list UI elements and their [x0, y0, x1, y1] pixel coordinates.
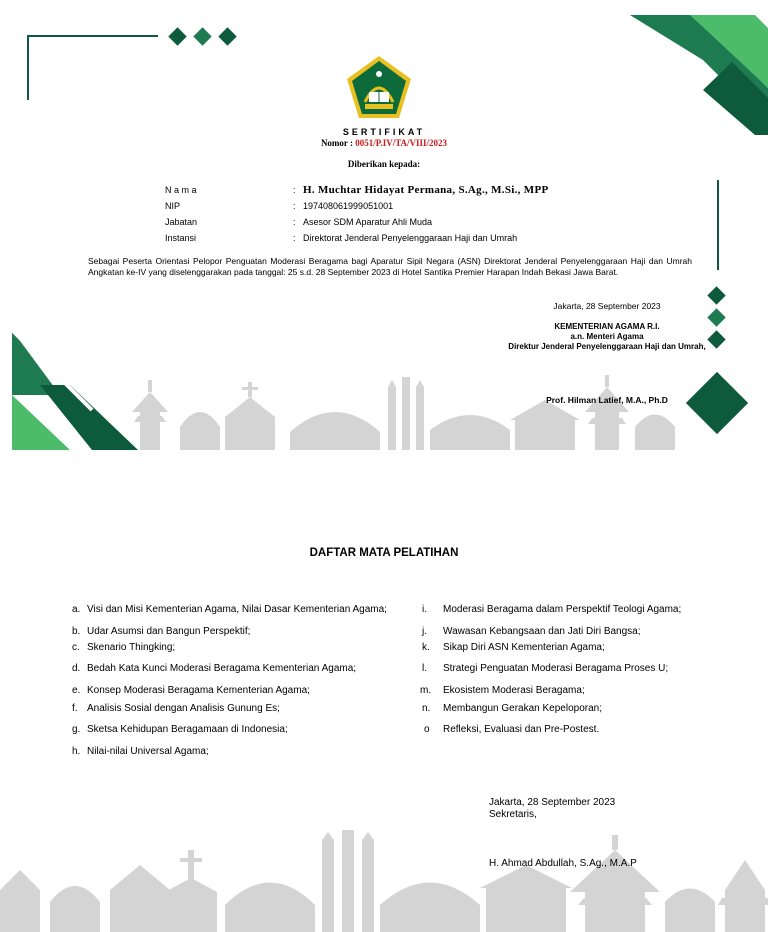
list-item-text: Strategi Penguatan Moderasi Beragama Proses U; [443, 663, 669, 674]
secretary-name: H. Ahmad Abdullah, S.Ag., M.A.P [489, 858, 637, 869]
list-item-mark: j. [422, 626, 427, 637]
given-to-label: Diberikan kepada: [347, 159, 421, 169]
list-item-text: Bedah Kata Kunci Moderasi Beragama Kementerian Agama; [87, 663, 357, 674]
certificate-title: SERTIFIKAT [342, 127, 426, 137]
secretary-role: Sekretaris, [489, 809, 537, 820]
field-label-instansi: Instansi [165, 233, 197, 243]
list-item-mark: i. [422, 604, 427, 615]
list-item-text: Nilai-nilai Universal Agama; [87, 746, 209, 757]
field-colon: : [293, 201, 296, 211]
field-label-nama: N a m a [165, 185, 197, 195]
list-item-text: Ekosistem Moderasi Beragama; [443, 685, 585, 696]
recipient-nip: 197408061999051001 [303, 201, 394, 211]
list-item-mark: d. [72, 663, 81, 674]
list-item-text: Membangun Gerakan Kepeloporan; [443, 703, 602, 714]
signatory-name: Prof. Hilman Latief, M.A., Ph.D [546, 395, 668, 405]
field-label-nip: NIP [165, 201, 181, 211]
certificate-number-value: 0051/P.IV/TA/VIII/2023 [355, 138, 448, 148]
list-item-text: Moderasi Beragama dalam Perspektif Teologi Agama; [443, 604, 682, 615]
signature-line-2: a.n. Menteri Agama [570, 332, 644, 341]
list-item-mark: f. [72, 703, 78, 714]
field-colon: : [293, 185, 296, 195]
training-list-title: DAFTAR MATA PELATIHAN [309, 547, 459, 559]
list-item-text: Udar Asumsi dan Bangun Perspektif; [87, 626, 251, 637]
list-item-text: Refleksi, Evaluasi dan Pre-Postest. [443, 724, 600, 735]
list-item-mark: c. [72, 642, 80, 653]
list-item-mark: e. [72, 685, 81, 696]
field-colon: : [293, 233, 296, 243]
certificate-description: Sebagai Peserta Orientasi Pelopor Penguatan Moderasi Beragama bagi Aparatur Sipil Negara (ASN) Direktorat Jenderal Penyelenggaraan Haji dan Umrah Angkatan ke-IV yang diselenggarakan pada tanggal: 25 s.d. 28 September 2023 di Hotel Santika Premier Harapan Indah Bekasi Jawa Barat. [88, 256, 692, 277]
recipient-instansi: Direktorat Jenderal Penyelenggaraan Haji dan Umrah [303, 233, 518, 243]
signature-line-3: Direktur Jenderal Penyelenggaraan Haji dan Umrah, [508, 342, 706, 351]
signature-line-1: KEMENTERIAN AGAMA R.I. [554, 322, 660, 331]
recipient-jabatan: Asesor SDM Aparatur Ahli Muda [303, 217, 433, 227]
signature-date: Jakarta, 28 September 2023 [553, 301, 661, 311]
list-item-text: Analisis Sosial dengan Analisis Gunung Es; [87, 703, 280, 714]
skyline-silhouette-bottom [0, 830, 768, 932]
certificate-number [0, 138, 768, 148]
list-item-mark: o [424, 724, 430, 735]
kementerian-agama-logo-icon [345, 54, 413, 120]
list-item-mark: b. [72, 626, 81, 637]
list-item-mark: n. [422, 703, 431, 714]
list-item-text: Wawasan Kebangsaan dan Jati Diri Bangsa; [443, 626, 641, 637]
list-item-text: Konsep Moderasi Beragama Kementerian Agama; [87, 685, 310, 696]
list-item-mark: k. [422, 642, 430, 653]
secretary-signature-date: Jakarta, 28 September 2023 [489, 797, 616, 808]
recipient-name: H. Muchtar Hidayat Permana, S.Ag., M.Si., MPP [303, 184, 549, 196]
field-label-jabatan: Jabatan [165, 217, 198, 227]
certificate-number-label: Nomor : [320, 138, 356, 148]
list-item-text: Sketsa Kehidupan Beragamaan di Indonesia; [87, 724, 288, 735]
list-item-text: Visi dan Misi Kementerian Agama, Nilai Dasar Kementerian Agama; [87, 604, 387, 615]
list-item-mark: a. [72, 604, 81, 615]
list-item-mark: l. [422, 663, 427, 674]
list-item-mark: m. [420, 685, 432, 696]
field-colon: : [293, 217, 296, 227]
list-item-mark: g. [72, 724, 81, 735]
skyline-silhouette-top [120, 372, 680, 452]
list-item-text: Skenario Thingking; [87, 642, 176, 653]
list-item-text: Sikap Diri ASN Kementerian Agama; [443, 642, 605, 653]
list-item-mark: h. [72, 746, 81, 757]
